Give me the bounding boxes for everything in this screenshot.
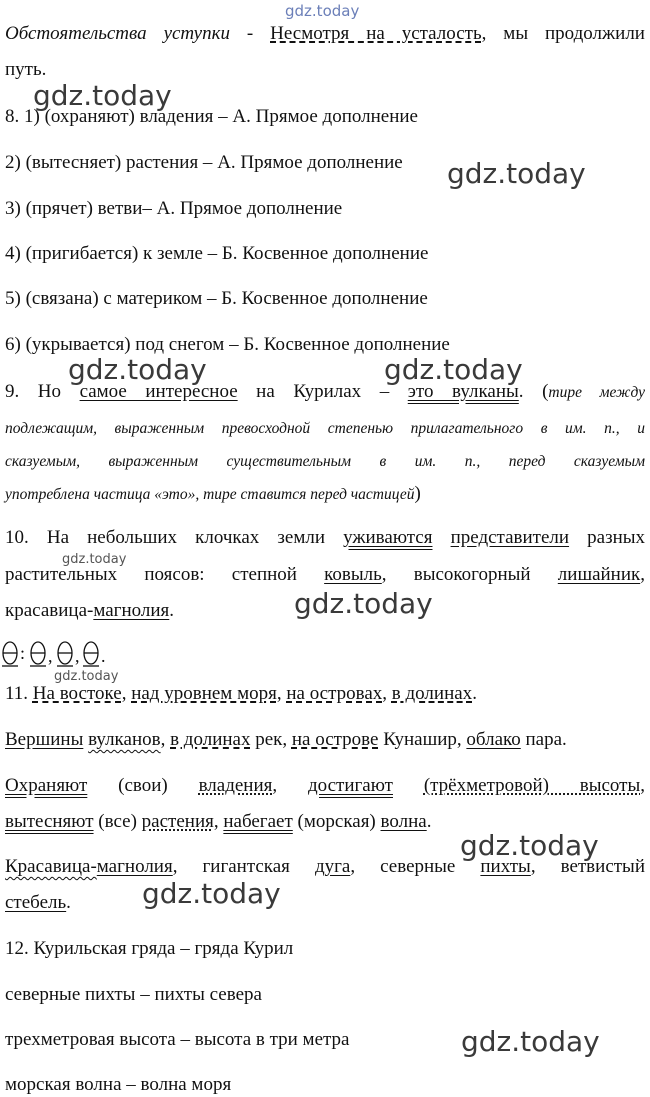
- subject: лишайник: [557, 564, 641, 585]
- task9-note-line2: подлежащим, выраженным превосходной степенью прилагательного в им. п., и: [5, 420, 645, 437]
- task7-line2: путь.: [5, 59, 47, 80]
- subject: магнолия: [93, 600, 170, 621]
- svg-text:,: ,: [48, 646, 53, 666]
- watermark: gdz.today: [68, 353, 207, 386]
- task9-note-line4: употреблена частица «это», тире ставится перед частицей): [5, 483, 421, 504]
- task11-line4: вытесняют (все) растения, набегает (морская) волна.: [5, 811, 432, 832]
- task8-item-6: 6) (укрывается) под снегом – Б. Косвенное дополнение: [5, 334, 450, 355]
- subject: самое интересное: [79, 381, 238, 402]
- task11-line6: стебель.: [5, 892, 71, 913]
- task8-item-2: 2) (вытесняет) растения – А. Прямое дополнение: [5, 152, 403, 173]
- watermark: gdz.today: [447, 157, 586, 190]
- watermark-small: gdz.today: [54, 669, 119, 684]
- watermark-small: gdz.today: [62, 552, 127, 567]
- task12-item-1: 12. Курильская гряда – гряда Курил: [5, 938, 294, 959]
- task8-item-3: 3) (прячет) ветви– А. Прямое дополнение: [5, 198, 343, 219]
- watermark: gdz.today: [33, 79, 172, 112]
- task10-line3: красавица-магнолия.: [5, 600, 175, 621]
- watermark: gdz.today: [460, 829, 599, 862]
- task12-item-3: трехметровая высота – высота в три метра: [5, 1029, 350, 1050]
- task10-line2: растительных поясов: степной ковыль, высокогорный лишайник,: [5, 564, 645, 585]
- watermark: gdz.today: [294, 587, 433, 620]
- watermark: gdz.today: [384, 353, 523, 386]
- task9-note-line3: сказуемым, выраженным существительным в им. п., перед сказуемым: [5, 453, 645, 470]
- watermark: gdz.today: [461, 1025, 600, 1058]
- task8-item-1: 8. 1) (охраняют) владения – А. Прямое дополнение: [5, 106, 418, 127]
- subject: ковыль: [324, 564, 382, 585]
- subject: представители: [450, 527, 570, 548]
- task8-item-5: 5) (связана) с материком – Б. Косвенное дополнение: [5, 288, 428, 309]
- task11-line1: 11. На востоке, над уровнем моря, на островах, в долинах.: [5, 683, 477, 704]
- watermark: gdz.today: [142, 877, 281, 910]
- homogeneous-members-scheme: [2, 634, 112, 670]
- svg-text:,: ,: [75, 646, 80, 666]
- watermark-top: gdz.today: [285, 2, 360, 20]
- svg-text::: :: [20, 643, 26, 663]
- task11-line2: Вершины вулканов, в долинах рек, на острове Кунашир, облако пара.: [5, 729, 567, 750]
- predicate: уживаются: [343, 527, 433, 548]
- task7-line1: Обстоятельства уступки - Несмотря на усталость, мы продолжили: [5, 23, 645, 44]
- task11-line5: Красавица-магнолия, гигантская дуга, северные пихты, ветвистый: [5, 856, 645, 877]
- svg-text:.: .: [101, 646, 106, 666]
- task9-line1: 9. Но самое интересное на Курилах – это вулканы. (тире между: [5, 381, 645, 402]
- task10-line1: 10. На небольших клочках земли уживаются представители разных: [5, 527, 646, 548]
- predicate: это вулканы: [407, 381, 519, 402]
- task11-line3: Охраняют (свои) владения, достигают (трёхметровой) высоты,: [5, 775, 645, 796]
- task12-item-4: морская волна – волна моря: [5, 1074, 232, 1095]
- adverbial-phrase: Несмотря на усталость: [270, 23, 482, 44]
- task12-item-2: северные пихты – пихты севера: [5, 984, 262, 1005]
- adverbial-type-label: Обстоятельства уступки: [5, 23, 230, 44]
- task8-item-4: 4) (пригибается) к земле – Б. Косвенное дополнение: [5, 243, 429, 264]
